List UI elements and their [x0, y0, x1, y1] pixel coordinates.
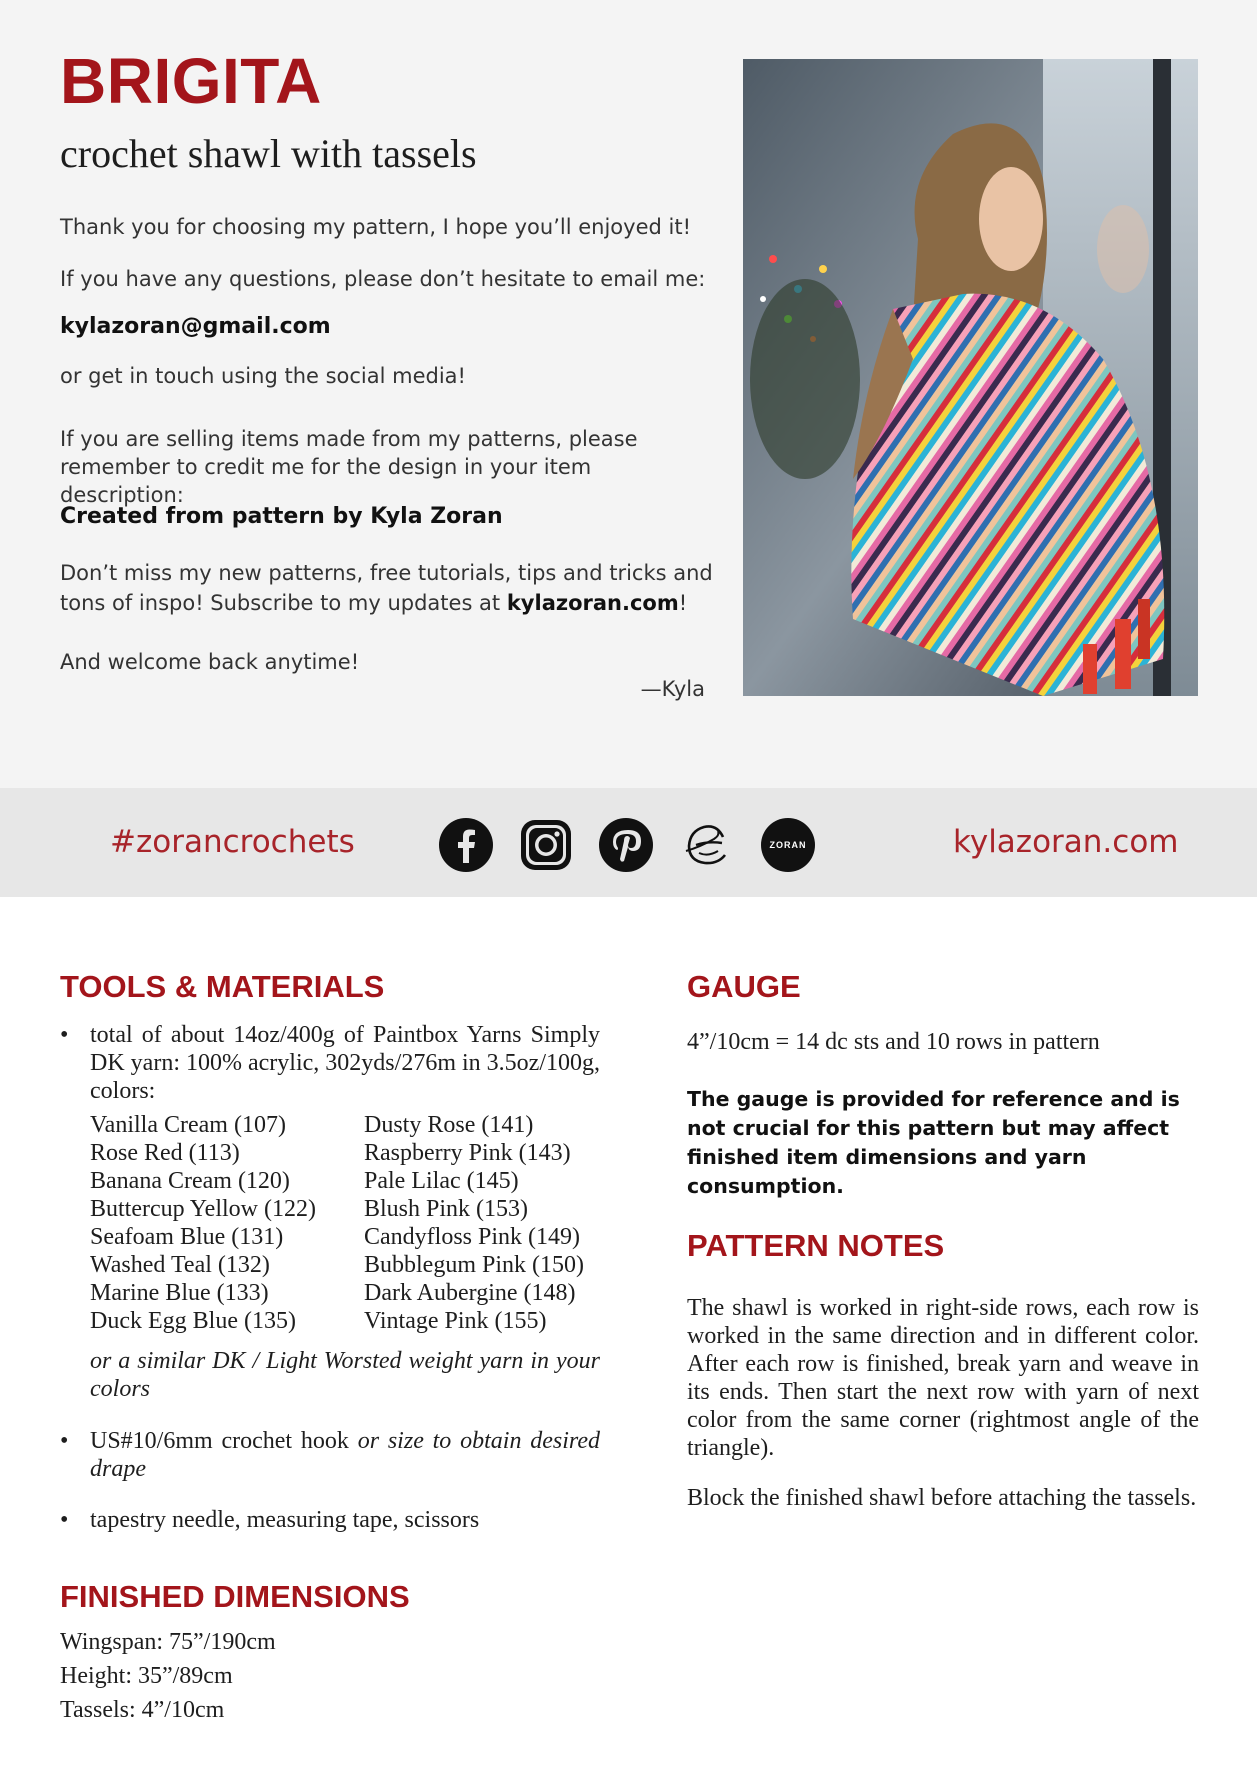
colors-right-column	[364, 1111, 614, 1335]
shawl-photo-illustration	[743, 59, 1198, 696]
pinterest-icon[interactable]	[598, 817, 654, 873]
dimensions-heading: FINISHED DIMENSIONS	[60, 1579, 410, 1614]
height-value: Height: 35”/89cm	[60, 1663, 233, 1689]
subscribe-site-link[interactable]: kylazoran.com	[506, 591, 679, 615]
color-item: Pale Lilac (145)	[364, 1168, 519, 1194]
signature: —Kyla	[640, 677, 705, 701]
blocking-note: Block the finished shawl before attaching the tassels.	[687, 1485, 1197, 1511]
color-item: Bubblegum Pink (150)	[364, 1252, 584, 1278]
color-item: Buttercup Yellow (122)	[90, 1196, 316, 1222]
credit-line: Created from pattern by Kyla Zoran	[60, 504, 503, 529]
color-item: Duck Egg Blue (135)	[90, 1308, 296, 1334]
color-item: Dark Aubergine (148)	[364, 1280, 576, 1306]
color-item: Marine Blue (133)	[90, 1280, 269, 1306]
hook-bullet: • US#10/6mm crochet hook or size to obtain desired drape	[60, 1427, 600, 1483]
hashtag-link[interactable]: #zorancrochets	[110, 824, 355, 860]
questions-text: If you have any questions, please don’t hesitate to email me:	[60, 267, 706, 291]
etsy-icon[interactable]	[680, 817, 736, 873]
color-item: Vanilla Cream (107)	[90, 1112, 286, 1138]
color-item: Blush Pink (153)	[364, 1196, 529, 1222]
colors-left-column	[90, 1111, 340, 1335]
pattern-subtitle: crochet shawl with tassels	[60, 131, 477, 176]
color-item: Rose Red (113)	[90, 1140, 240, 1166]
pattern-notes-heading: PATTERN NOTES	[687, 1228, 945, 1263]
instagram-icon[interactable]	[518, 817, 574, 873]
yarn-alternative-note: or a similar DK / Light Worsted weight yarn in your colors	[90, 1348, 600, 1402]
notions-bullet: • tapestry needle, measuring tape, scissors	[60, 1506, 600, 1534]
svg-text:ZORAN: ZORAN	[769, 840, 807, 850]
wingspan-value: Wingspan: 75”/190cm	[60, 1629, 276, 1655]
pattern-title: BRIGITA	[60, 45, 322, 117]
yarn-bullet: • total of about 14oz/400g of Paintbox Yarns Simply DK yarn: 100% acrylic, 302yds/276m in 3.5oz/100g, colors:	[60, 1021, 600, 1105]
tools-heading: TOOLS & MATERIALS	[60, 969, 385, 1004]
color-item: Seafoam Blue (131)	[90, 1224, 284, 1250]
social-note-text: or get in touch using the social media!	[60, 364, 466, 388]
gauge-value: 4”/10cm = 14 dc sts and 10 rows in pattern	[687, 1029, 1100, 1055]
website-link[interactable]: kylazoran.com	[953, 824, 1179, 860]
facebook-icon[interactable]	[438, 817, 494, 873]
social-bar	[0, 788, 1257, 897]
pattern-notes-paragraph: The shawl is worked in right-side rows, each row is worked in the same direction and in different color. After each row is finished, break yarn and weave in its ends. Then start the next row with yarn of next color from the same corner (rightmost angle of the triangle).	[687, 1295, 1199, 1461]
selling-note-text: If you are selling items made from my patterns, please remember to credit me for the design in your item description:	[60, 427, 638, 507]
color-item: Banana Cream (120)	[90, 1168, 290, 1194]
dimensions-list	[60, 1628, 580, 1730]
zoran-logo-icon[interactable]	[760, 817, 816, 873]
color-item: Dusty Rose (141)	[364, 1112, 534, 1138]
color-item: Raspberry Pink (143)	[364, 1140, 571, 1166]
gauge-note: The gauge is provided for reference and is not crucial for this pattern but may affect finished item dimensions and yarn consumption.	[687, 1087, 1180, 1198]
shawl-photo	[743, 59, 1198, 696]
color-item: Washed Teal (132)	[90, 1252, 270, 1278]
tassels-value: Tassels: 4”/10cm	[60, 1697, 225, 1723]
email-link[interactable]: kylazoran@gmail.com	[60, 314, 331, 339]
color-item: Vintage Pink (155)	[364, 1308, 547, 1334]
thanks-text: Thank you for choosing my pattern, I hope you’ll enjoyed it!	[60, 215, 691, 239]
welcome-text: And welcome back anytime!	[60, 650, 360, 674]
subscribe-text: Don’t miss my new patterns, free tutorials, tips and tricks and tons of inspo! Subscribe to my updates at kylazoran.com!	[60, 561, 713, 615]
color-item: Candyfloss Pink (149)	[364, 1224, 580, 1250]
gauge-heading: GAUGE	[687, 969, 801, 1004]
